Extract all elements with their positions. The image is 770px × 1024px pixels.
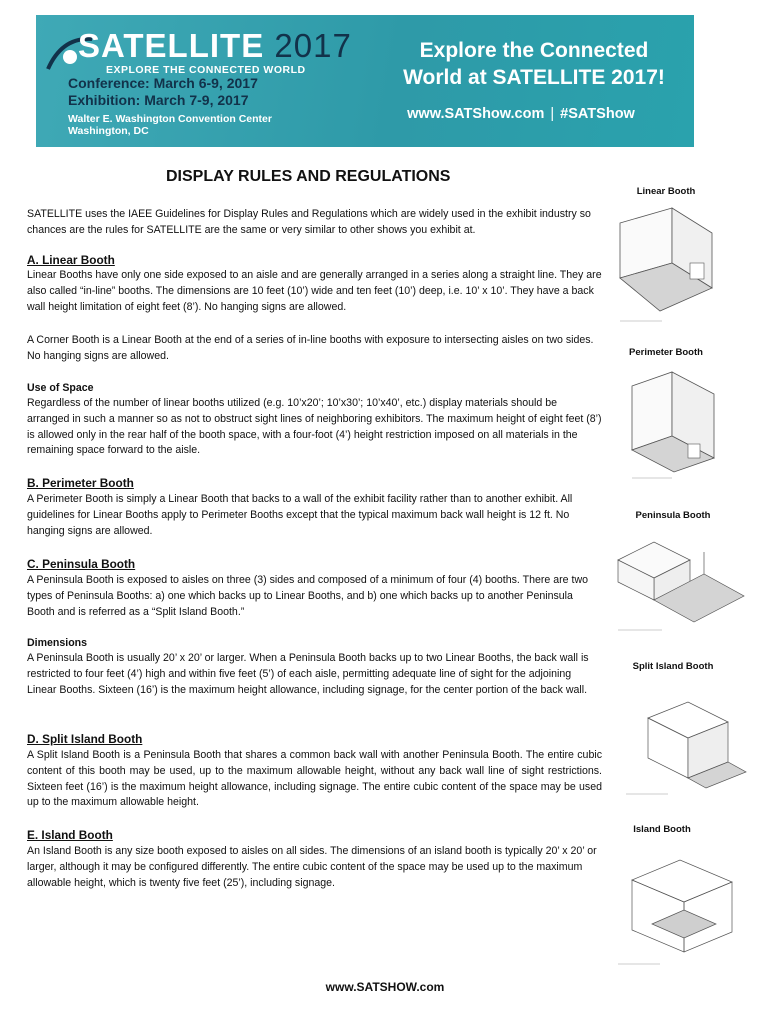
corner-paragraph: A Corner Booth is a Linear Booth at the end of a series of in-line booths with exposure to intersecting aisles on two sides. No hanging signs are allowed. <box>27 334 594 362</box>
island-booth-diagram <box>612 850 748 968</box>
linear-booth-diagram <box>612 203 724 323</box>
dimensions-heading: Dimensions <box>27 637 88 649</box>
figure-label-peninsula: Peninsula Booth <box>635 510 711 521</box>
perimeter-booth-diagram <box>622 366 722 482</box>
banner-dates: Conference: March 6-9, 2017 Exhibition: March 7-9, 2017 <box>68 75 258 108</box>
split-island-paragraph: A Split Island Booth is a Peninsula Booth that shares a common back wall with another Peninsula Booth. The entire cubic content of this booth may be used, up to the maximum allowable height, without any back wall line of sight restrictions. Sixteen feet (16’) is the maximum height allowance, including signage. The entire cubic content of the space may be used up to the maximum allowable height. <box>27 749 602 809</box>
island-paragraph: An Island Booth is any size booth exposed to aisles on all sides. The dimensions of an island booth is typically 20’ x 20’ or larger, although it may be configured differently. The entire cubic content of the space may be used up to the maximum allowable height, which is twenty five feet (25’), including signage. <box>27 845 597 889</box>
banner-title: SATELLITE 2017 <box>78 27 352 64</box>
figure-label-island: Island Booth <box>633 824 691 835</box>
figure-label-split-island: Split Island Booth <box>632 661 714 672</box>
banner-slogan: Explore the Connected World at SATELLITE 2017! <box>403 39 665 89</box>
figure-label-linear: Linear Booth <box>636 186 696 197</box>
banner-hashtag: #SATShow <box>560 106 635 122</box>
footer-url[interactable]: www.SATSHOW.com <box>325 980 445 994</box>
peninsula-booth-diagram <box>614 532 754 634</box>
linear-paragraph: Linear Booths have only one side exposed to an aisle and are generally arranged in a series along a straight line. They are also called “in-line” booths. The dimensions are 10 feet (10’) wide and ten feet (10’) deep, i.e. 10’ x 10’. They have a back wall height limitation of eight feet (8’). No hanging signs are allowed. <box>27 269 602 313</box>
section-heading-linear: A. Linear Booth <box>27 253 115 267</box>
banner-links: www.SATShow.com | #SATShow <box>407 106 635 122</box>
dimensions-paragraph: A Peninsula Booth is usually 20’ x 20’ or larger. When a Peninsula Booth backs up to two Linear Booths, the back wall is restricted to four feet (4’) high and within five feet (5’) of each aisle, permitting adequate line of sight for the adjoining Linear Booths. Sixteen (16’) is the maximum height allowance, including signage, for the center portion of the back wall. <box>27 652 589 696</box>
section-heading-perimeter: B. Perimeter Booth <box>27 476 134 490</box>
use-of-space-heading: Use of Space <box>27 382 94 394</box>
use-of-space-paragraph: Regardless of the number of linear booths utilized (e.g. 10’x20’; 10’x30’; 10’x40’, etc.) display materials should be arranged in such a manner so as not to obstruct sight lines of neighboring exhibitors. The maximum height of eight feet (8’) is allowed only in the rear half of the booth space, with a four-foot (4’) height restriction imposed on all materials in the remaining space forward to the aisle. <box>27 397 602 457</box>
section-heading-peninsula: C. Peninsula Booth <box>27 557 136 571</box>
event-banner <box>36 15 694 147</box>
split-island-booth-diagram <box>618 688 750 798</box>
peninsula-paragraph: A Peninsula Booth is exposed to aisles on three (3) sides and composed of a minimum of four (4) booths. There are two types of Peninsula Booths: a) one which backs up to Linear Booths, and b) one which backs up to another Peninsula Booth and is referred as a “Split Island Booth.” <box>27 574 588 618</box>
banner-tagline: EXPLORE THE CONNECTED WORLD <box>106 64 306 76</box>
page-title: DISPLAY RULES AND REGULATIONS <box>166 168 451 185</box>
section-heading-island: E. Island Booth <box>27 828 113 842</box>
banner-url[interactable]: www.SATShow.com <box>407 106 545 122</box>
banner-venue: Walter E. Washington Convention Center Washington, DC <box>68 113 272 137</box>
section-heading-split-island: D. Split Island Booth <box>27 732 143 746</box>
perimeter-paragraph: A Perimeter Booth is simply a Linear Booth that backs to a wall of the exhibit facility rather than to another exhibit. All guidelines for Linear Booths apply to Perimeter Booths except that the typical maximum back wall height is 12 ft. No hanging signs are allowed. <box>27 493 573 537</box>
intro-paragraph: SATELLITE uses the IAEE Guidelines for Display Rules and Regulations which are widely used in the exhibit industry so chances are the rules for SATELLITE are the same or very similar to other shows you exhibit at. <box>27 208 591 236</box>
figure-label-perimeter: Perimeter Booth <box>629 347 703 358</box>
